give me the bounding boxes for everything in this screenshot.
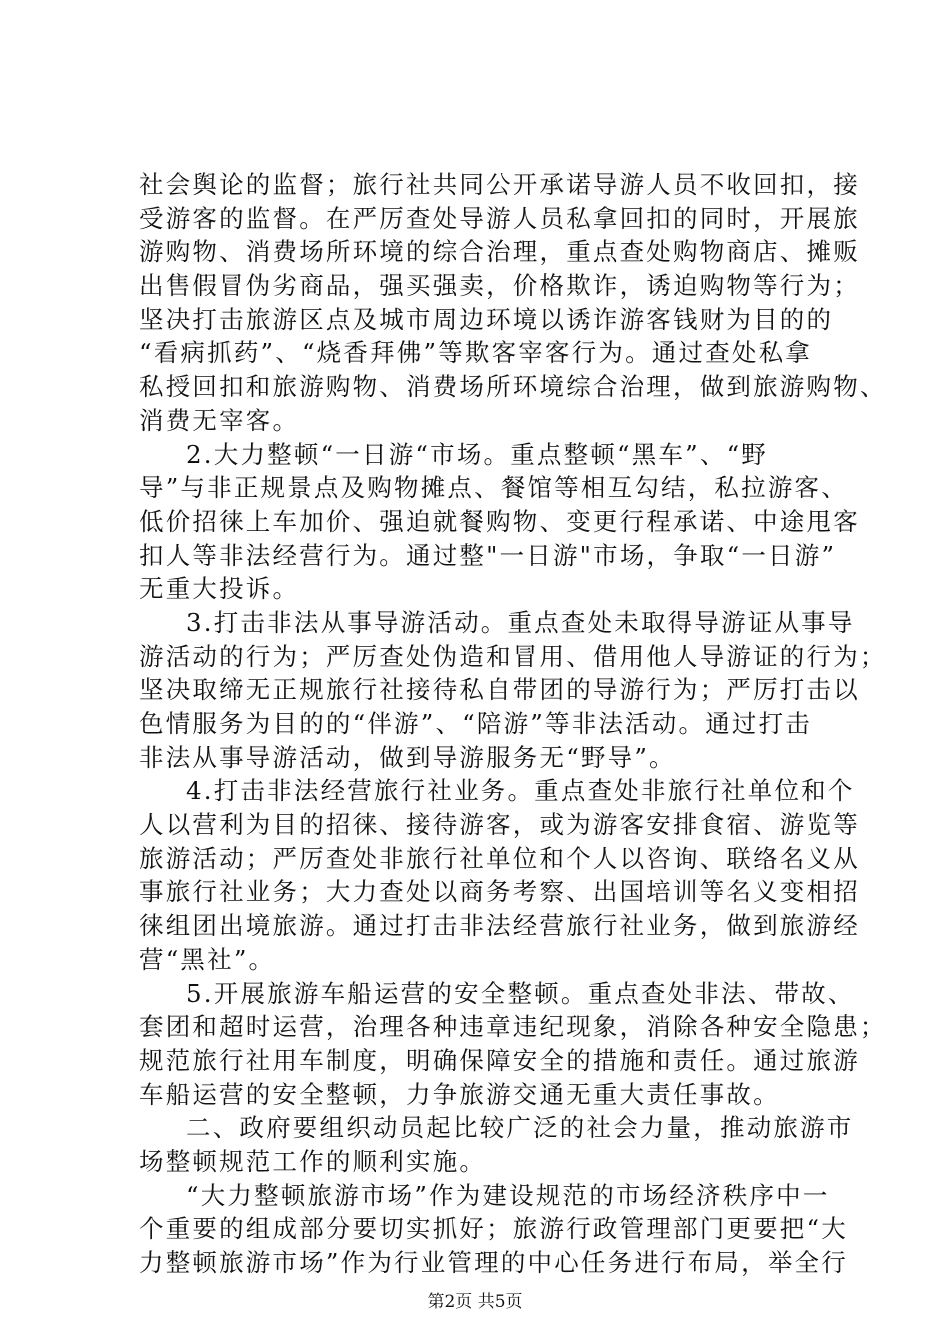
body-line: 无重大投诉。 [139,574,300,604]
body-line: 坚决取缔无正规旅行社接待私自带团的导游行为；严厉打击以 [139,675,860,705]
body-line: “看病抓药”、“烧香拜佛”等欺客宰客行为。通过查处私拿 [139,338,812,368]
body-line: 低价招徕上车加价、强迫就餐购物、变更行程承诺、中途甩客 [139,506,860,536]
body-line: 出售假冒伪劣商品，强买强卖，价格欺诈，诱迫购物等行为； [139,271,860,301]
body-line: 车船运营的安全整顿，力争旅游交通无重大责任事故。 [139,1079,780,1109]
document-body [139,168,887,1280]
body-line: 个重要的组成部分要切实抓好；旅游行政管理部门更要把“大 [139,1214,848,1244]
body-line: 游活动的行为；严厉查处伪造和冒用、借用他人导游证的行为； [139,641,887,671]
paragraph-3-start: 3.打击非法从事导游活动。重点查处未取得导游证从事导 [186,607,855,637]
paragraph-start: “大力整顿旅游市场”作为建设规范的市场经济秩序中一 [186,1180,830,1210]
paragraph-2-start: 2.大力整顿“一日游“市场。重点整顿“黑车”、“野 [186,439,768,469]
body-line: 场整顿规范工作的顺利实施。 [139,1146,487,1176]
body-line: 营“黑社”。 [139,944,276,974]
body-line: 人以营利为目的招徕、接待游客，或为游客安排食宿、游览等 [139,810,860,840]
body-line: 规范旅行社用车制度，明确保障安全的措施和责任。通过旅游 [139,1045,860,1075]
body-line: 事旅行社业务；大力查处以商务考察、出国培训等名义变相招 [139,877,860,907]
section-two-heading-start: 二、政府要组织动员起比较广泛的社会力量，推动旅游市 [186,1113,854,1143]
body-line: 色情服务为目的的“伴游”、“陪游”等非法活动。通过打击 [139,709,812,738]
page-number-footer: 第2页 共5页 [427,1292,523,1312]
body-line: 徕组团出境旅游。通过打击非法经营旅行社业务，做到旅游经 [139,911,860,941]
body-line: 导”与非正规景点及购物摊点、餐馆等相互勾结，私拉游客、 [139,473,848,503]
body-line: 非法从事导游活动，做到导游服务无“野导”。 [139,742,676,772]
body-line: 力整顿旅游市场”作为行业管理的中心任务进行布局，举全行 [139,1248,848,1277]
body-line: 套团和超时运营，治理各种违章违纪现象，消除各种安全隐患； [139,1012,887,1042]
body-line: 游购物、消费场所环境的综合治理，重点查处购物商店、摊贩 [139,237,860,267]
body-line: 私授回扣和旅游购物、消费场所环境综合治理，做到旅游购物、 [139,372,887,402]
paragraph-4-start: 4.打击非法经营旅行社业务。重点查处非旅行社单位和个 [186,776,855,806]
body-line: 旅游活动；严厉查处非旅行社单位和个人以咨询、联络名义从 [139,843,860,873]
body-line: 消费无宰客。 [139,405,300,435]
body-line: 受游客的监督。在严厉查处导游人员私拿回扣的同时，开展旅 [139,203,860,233]
body-line: 坚决打击旅游区点及城市周边环境以诱诈游客钱财为目的的 [139,304,834,334]
body-line: 社会舆论的监督；旅行社共同公开承诺导游人员不收回扣，接 [139,170,860,199]
body-line: 扣人等非法经营行为。通过整"一日游"市场，争取“一日游” [139,540,837,570]
paragraph-5-start: 5.开展旅游车船运营的安全整顿。重点查处非法、带故、 [186,978,855,1008]
